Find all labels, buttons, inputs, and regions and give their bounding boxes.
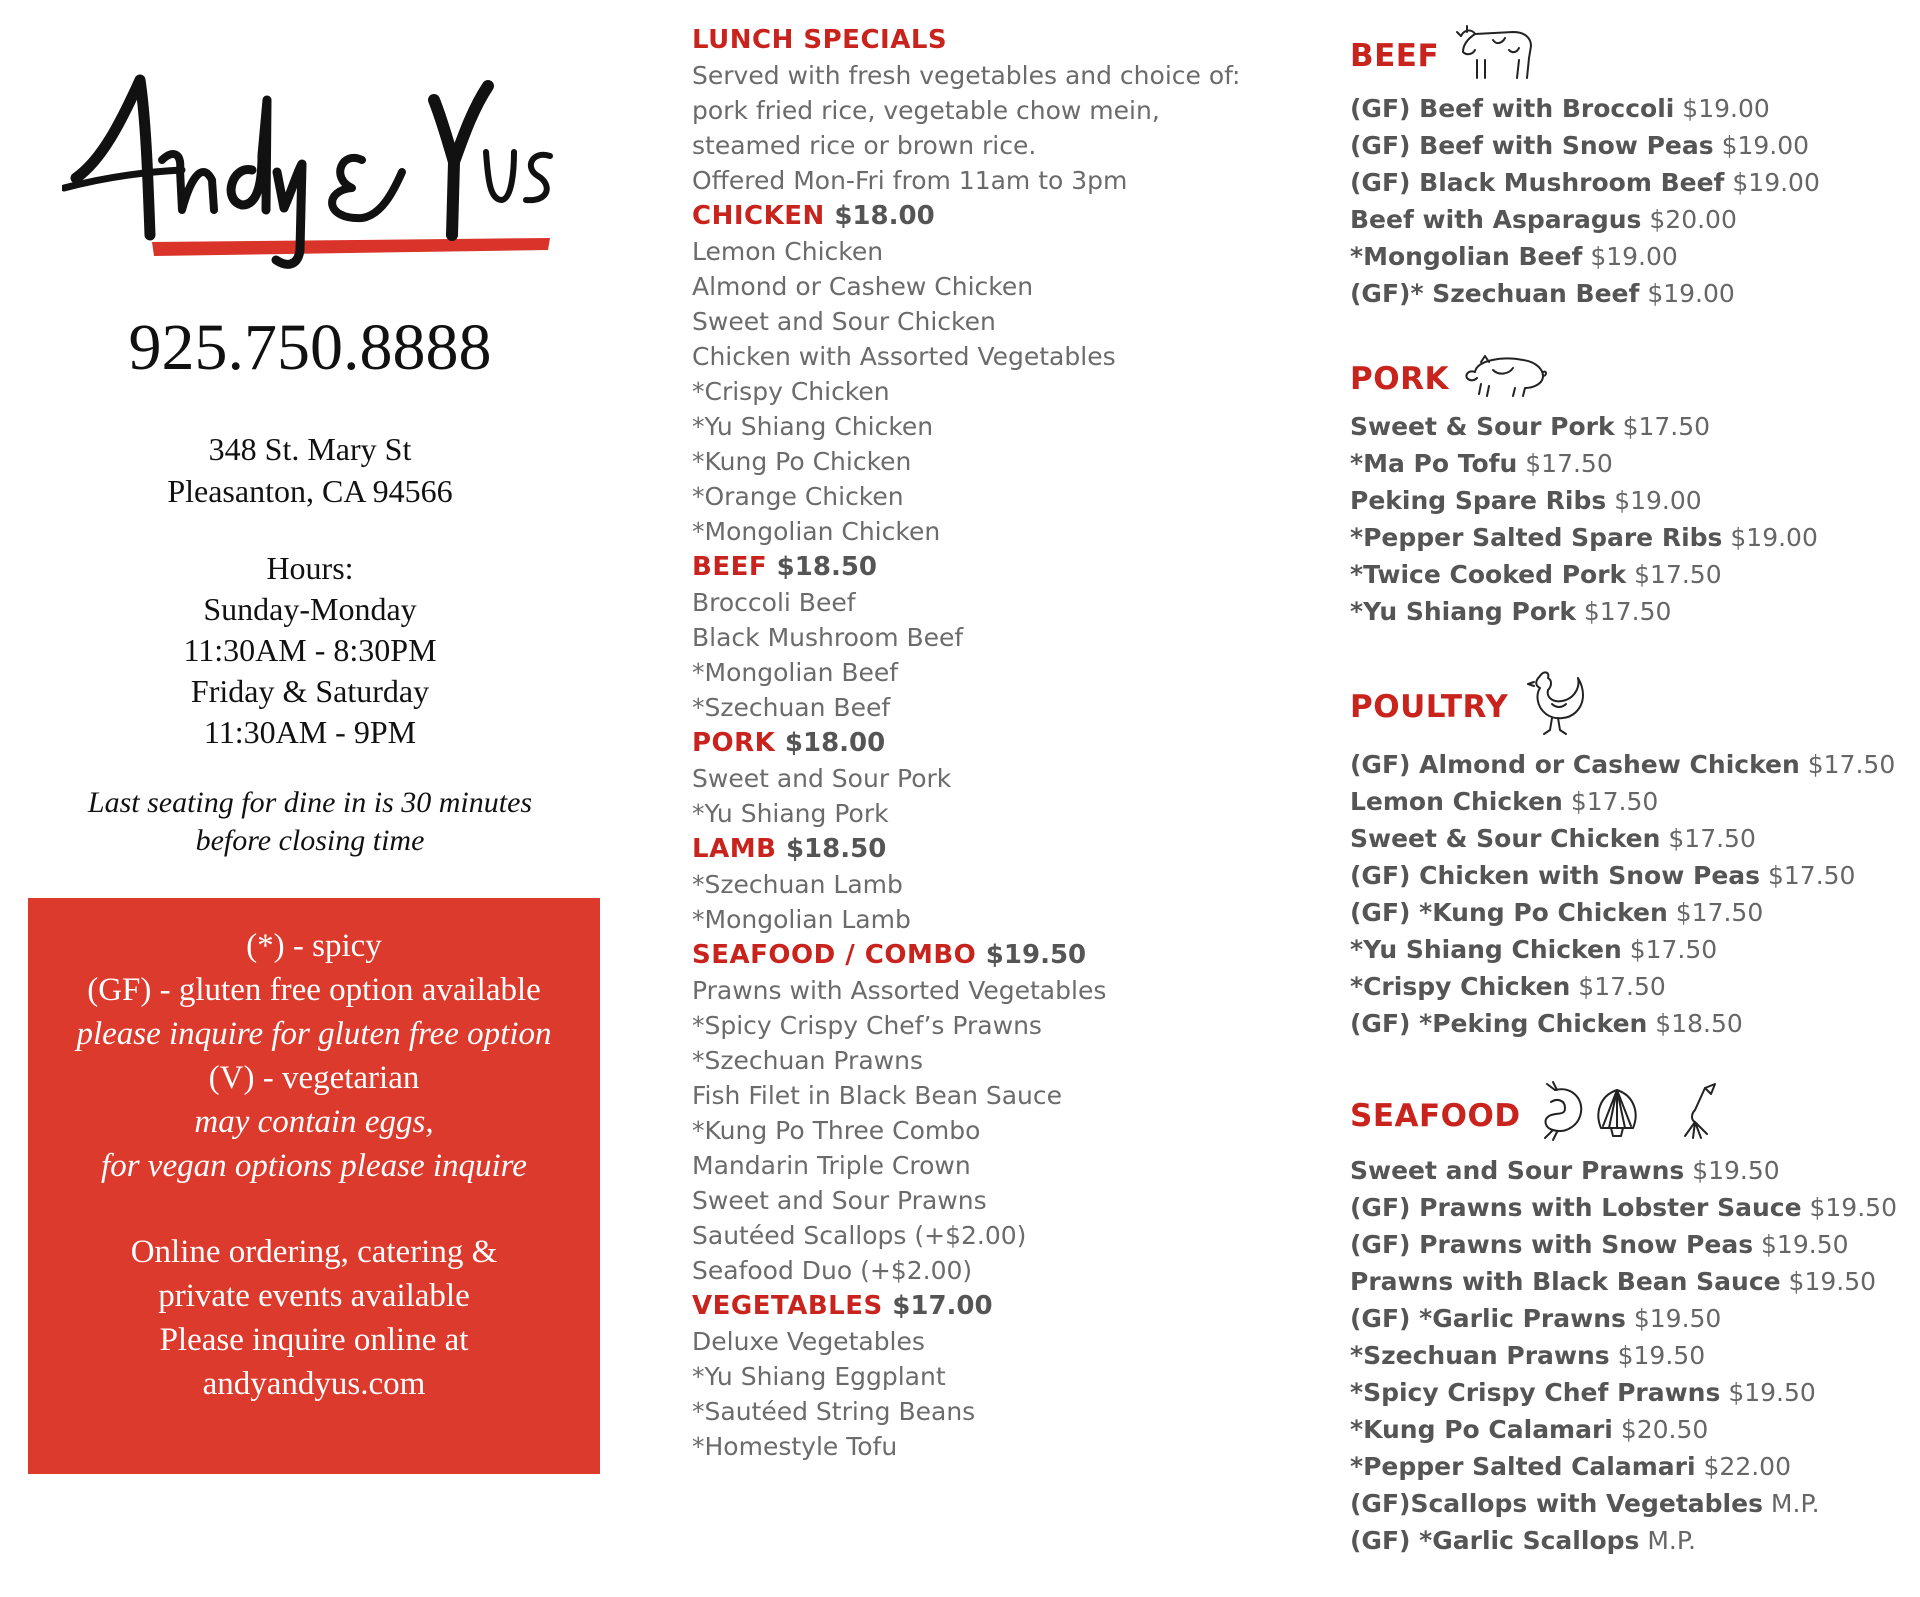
menu-item [1350,164,1910,201]
menu-item-price: $19.50 [1809,1193,1897,1222]
menu-item [1350,1522,1910,1559]
menu-item-name: *Mongolian Beef [1350,242,1583,271]
lunch-item: Prawns with Assorted Vegetables [692,976,1107,1005]
menu-item-name: (GF)* Szechuan Beef [1350,279,1640,308]
menu-item-price: $20.00 [1649,205,1737,234]
menu-item [1350,1448,1910,1485]
lunch-group-header [692,549,1312,585]
lunch-item: *Kung Po Chicken [692,447,912,476]
menu-item-price: $19.00 [1721,131,1810,160]
menu-item [1350,1485,1910,1522]
menu-item-name: Prawns with Black Bean Sauce [1350,1267,1781,1296]
lunch-group-name: LAMB [692,834,777,864]
hours-line: Friday & Saturday [190,673,430,709]
menu-item-name: (GF) Beef with Snow Peas [1350,131,1714,160]
lunch-group-price: $18.00 [834,201,935,231]
andy-and-yus-logo [62,60,562,270]
lunch-item: *Mongolian Lamb [692,905,911,934]
menu-item-name: *Yu Shiang Pork [1350,597,1576,626]
lunch-group-name: CHICKEN [692,201,825,231]
menu-item [1350,1263,1910,1300]
cow-icon [1453,22,1537,90]
lunch-desc: Offered Mon-Fri from 11am to 3pm [692,166,1128,195]
seating-note-line: before closing time [195,824,425,857]
legend-veg-note: may contain eggs, [194,1104,434,1140]
lunch-item: *Yu Shiang Eggplant [692,1362,946,1391]
menu-item-price: $17.50 [1622,412,1711,441]
legend-veg-note: for vegan options please inquire [101,1148,527,1184]
menu-section-header [1350,350,1910,408]
menu-item-price: $19.50 [1728,1378,1816,1407]
menu-item-name: Lemon Chicken [1350,787,1563,816]
lunch-item: Fish Filet in Black Bean Sauce [692,1081,1063,1110]
svg-text:Andy & Yu's: Andy & Yu's [62,60,68,61]
menu-item-name: Sweet and Sour Prawns [1350,1156,1685,1185]
menu-item-price: $22.00 [1703,1452,1791,1481]
menu-item-name: (GF) Black Mushroom Beef [1350,168,1725,197]
menu-item-name: (GF) Chicken with Snow Peas [1350,861,1761,890]
menu-item [1350,1300,1910,1337]
menu-item-name: Beef with Asparagus [1350,205,1642,234]
menu-item-price: $19.50 [1692,1156,1780,1185]
lunch-specials-title: LUNCH SPECIALS [692,25,948,55]
lunch-item: Sweet and Sour Chicken [692,307,996,336]
menu-item-name: *Crispy Chicken [1350,972,1571,1001]
menu-item-name: (GF) *Peking Chicken [1350,1009,1648,1038]
lunch-item: Seafood Duo (+$2.00) [692,1256,973,1285]
menu-item [1350,820,1910,857]
menu-item-name: (GF) Prawns with Snow Peas [1350,1230,1754,1259]
menu-item-name: (GF) *Garlic Prawns [1350,1304,1626,1333]
menu-item [1350,1374,1910,1411]
menu-item [1350,482,1910,519]
legend-box [28,898,600,1474]
menu-item-price: $17.50 [1525,449,1613,478]
menu-item-price: $19.50 [1633,1304,1722,1333]
info-column [0,0,620,1484]
legend-spicy: (*) - spicy [246,928,382,964]
lunch-item: *Kung Po Three Combo [692,1116,981,1145]
menu-item-price: $18.50 [1655,1009,1743,1038]
menu-sections [1350,22,1910,1559]
menu-item-name: (GF) Almond or Cashew Chicken [1350,750,1800,779]
menu-item-name: (GF) *Kung Po Chicken [1350,898,1668,927]
menu-item-name: *Szechuan Prawns [1350,1341,1610,1370]
online-note: private events available [158,1278,470,1314]
hours-line: Sunday-Monday [203,591,417,627]
lunch-item: *Mongolian Beef [692,658,899,687]
lunch-item: *Sautéed String Beans [692,1397,976,1426]
menu-section-title: PORK [1350,361,1449,397]
lunch-item: Deluxe Vegetables [692,1327,925,1356]
hours-line: 11:30AM - 9PM [203,714,417,750]
menu-item [1350,408,1910,445]
lunch-specials-column [692,22,1312,1464]
menu-item-price: M.P. [1647,1526,1697,1555]
legend-gf: (GF) - gluten free option available [87,972,541,1008]
lunch-item: *Yu Shiang Pork [692,799,889,828]
menu-item-price: M.P. [1770,1489,1820,1518]
menu-item [1350,275,1910,312]
lunch-group-header [692,1288,1312,1324]
lunch-item: *Szechuan Beef [692,693,891,722]
menu-item-price: $17.50 [1634,560,1722,589]
lunch-item: *Spicy Crispy Chef’s Prawns [692,1011,1042,1040]
lunch-item: Chicken with Assorted Vegetables [692,342,1116,371]
menu-section-pork [1350,350,1910,630]
online-note: Please inquire online at [159,1322,469,1358]
menu-item [1350,894,1910,931]
menu-item [1350,968,1910,1005]
menu-item-price: $19.00 [1590,242,1678,271]
website-link[interactable]: andyandyus.com [202,1366,426,1402]
menu-item-price: $19.00 [1730,523,1818,552]
seating-note-line: Last seating for dine in is 30 minutes [87,786,533,819]
menu-item [1350,238,1910,275]
menu-section-seafood [1350,1080,1910,1559]
menu-item-price: $17.50 [1675,898,1764,927]
lunch-item: Mandarin Triple Crown [692,1151,971,1180]
lunch-group-header [692,831,1312,867]
menu-item-name: (GF)Scallops with Vegetables [1350,1489,1763,1518]
legend-gf-note: please inquire for gluten free option [76,1016,552,1052]
menu-section-beef [1350,22,1910,312]
menu-item-name: *Yu Shiang Chicken [1350,935,1622,964]
menu-item-price: $17.50 [1583,597,1672,626]
lunch-item: *Mongolian Chicken [692,517,941,546]
menu-item-price: $19.50 [1788,1267,1877,1296]
lunch-group-price: $18.50 [785,834,887,864]
menu-item [1350,783,1910,820]
menu-item [1350,445,1910,482]
lunch-item: *Szechuan Lamb [692,870,903,899]
menu-item-name: Sweet & Sour Chicken [1350,824,1661,853]
lunch-desc: pork fried rice, vegetable chow mein, [692,96,1160,125]
legend-veg: (V) - vegetarian [208,1060,420,1096]
menu-item [1350,1189,1910,1226]
lunch-group-price: $18.00 [784,728,886,758]
hours-label: Hours: [266,550,354,586]
lunch-item: Lemon Chicken [692,237,884,266]
menu-item-price: $17.50 [1767,861,1856,890]
lunch-group-header [692,198,1312,234]
menu-item [1350,746,1910,783]
menu-item-name: Peking Spare Ribs [1350,486,1607,515]
menu-item-price: $17.50 [1668,824,1756,853]
menu-item-name: (GF) *Garlic Scallops [1350,1526,1640,1555]
lunch-item: Sweet and Sour Pork [692,764,952,793]
menu-item-price: $17.50 [1629,935,1718,964]
menu-column [1350,22,1910,1597]
lunch-desc: steamed rice or brown rice. [692,131,1037,160]
menu-item-price: $19.00 [1614,486,1702,515]
menu-section-header [1350,668,1910,746]
menu-item [1350,127,1910,164]
menu-item [1350,593,1910,630]
menu-item-name: *Spicy Crispy Chef Prawns [1350,1378,1721,1407]
menu-item-price: $20.50 [1620,1415,1709,1444]
menu-item-name: *Kung Po Calamari [1350,1415,1613,1444]
seating-note [40,784,580,860]
lunch-item: Sweet and Sour Prawns [692,1186,987,1215]
lunch-group-name: BEEF [692,552,768,582]
address [0,428,620,512]
pig-icon [1463,350,1547,408]
lunch-group-price: $17.00 [892,1291,993,1321]
lunch-group-name: PORK [692,728,776,758]
menu-section-header [1350,22,1910,90]
lunch-item: Almond or Cashew Chicken [692,272,1034,301]
menu-item [1350,1337,1910,1374]
lunch-item: Sautéed Scallops (+$2.00) [692,1221,1027,1250]
menu-item-price: $17.50 [1570,787,1659,816]
menu-item [1350,1226,1910,1263]
menu-item-price: $19.50 [1761,1230,1849,1259]
lunch-group-name: VEGETABLES [692,1291,883,1321]
menu-item [1350,857,1910,894]
lunch-group-name: SEAFOOD / COMBO [692,940,977,970]
phone-number[interactable]: 925.750.8888 [128,311,492,384]
address-street: 348 St. Mary St [208,431,412,467]
lunch-item: *Orange Chicken [692,482,904,511]
menu-item [1350,1152,1910,1189]
online-note: Online ordering, catering & [130,1234,498,1270]
menu-item-name: *Twice Cooked Pork [1350,560,1627,589]
lunch-groups [692,198,1312,1464]
lunch-group-header [692,725,1312,761]
menu-item-price: $17.50 [1807,750,1896,779]
menu-item [1350,931,1910,968]
menu-item-name: *Ma Po Tofu [1350,449,1518,478]
menu-section-title: POULTRY [1350,689,1509,725]
menu-item [1350,1411,1910,1448]
menu-item-price: $19.00 [1647,279,1735,308]
menu-item [1350,519,1910,556]
menu-item-price: $19.00 [1682,94,1770,123]
menu-item-price: $17.50 [1578,972,1666,1001]
menu-section-header [1350,1080,1910,1152]
menu-item-name: Sweet & Sour Pork [1350,412,1615,441]
lunch-item: Broccoli Beef [692,588,856,617]
menu-section-poultry [1350,668,1910,1042]
seafood-icons [1535,1080,1735,1152]
menu-item [1350,90,1910,127]
menu-section-title: BEEF [1350,38,1440,74]
lunch-group-header [692,937,1312,973]
lunch-item: *Szechuan Prawns [692,1046,923,1075]
lunch-item: *Crispy Chicken [692,377,890,406]
address-city: Pleasanton, CA 94566 [167,473,453,509]
menu-item [1350,201,1910,238]
lunch-item: Black Mushroom Beef [692,623,964,652]
menu-section-title: SEAFOOD [1350,1098,1521,1134]
menu-item-price: $19.00 [1732,168,1820,197]
lunch-item: *Homestyle Tofu [692,1432,898,1461]
menu-item-name: (GF) Prawns with Lobster Sauce [1350,1193,1802,1222]
lunch-group-price: $18.50 [776,552,878,582]
menu-item [1350,556,1910,593]
lunch-desc: Served with fresh vegetables and choice of: [692,61,1241,90]
chicken-icon [1522,668,1586,746]
hours-line: 11:30AM - 8:30PM [183,632,437,668]
lunch-item: *Yu Shiang Chicken [692,412,934,441]
lunch-group-price: $19.50 [985,940,1087,970]
menu-item-name: *Pepper Salted Spare Ribs [1350,523,1723,552]
menu-item-name: *Pepper Salted Calamari [1350,1452,1696,1481]
menu-item-name: (GF) Beef with Broccoli [1350,94,1675,123]
menu-item-price: $19.50 [1617,1341,1706,1370]
menu-item [1350,1005,1910,1042]
hours [0,548,620,753]
